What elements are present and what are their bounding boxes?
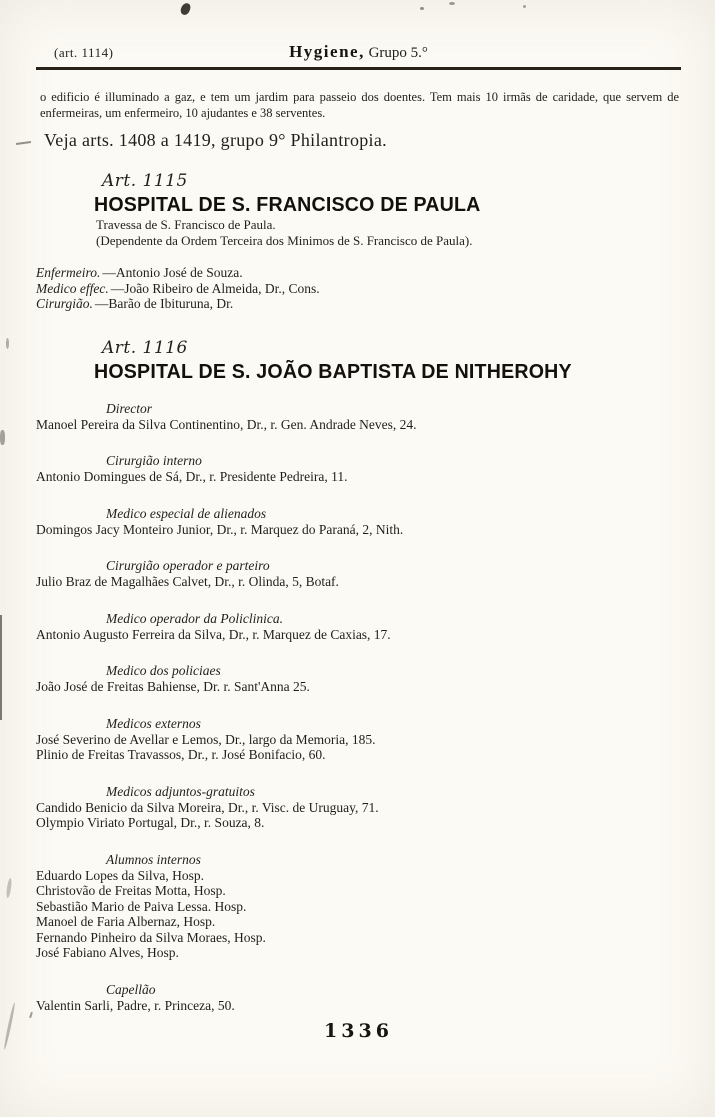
staff-role: Medico effec.: [36, 280, 109, 296]
staff-list: [36, 265, 681, 312]
staff-group: [36, 981, 681, 1014]
staff-group: [36, 851, 681, 961]
group-line: Domingos Jacy Monteiro Junior, Dr., r. Marquez do Paraná, 2, Nith.: [36, 521, 404, 537]
staff-group: [36, 452, 681, 485]
header-title-bold: Hygiene,: [289, 42, 365, 61]
staff-role: Enfermeiro.: [36, 265, 101, 280]
group-heading: Alumnos internos: [106, 851, 201, 867]
hospital-address: Travessa de S. Francisco de Paula.: [96, 217, 276, 232]
staff-name: —João Ribeiro de Almeida, Dr., Cons.: [110, 280, 320, 296]
scan-artifact: [0, 615, 2, 720]
staff-row: [36, 296, 681, 312]
staff-row: [36, 281, 681, 297]
staff-group: [36, 662, 681, 695]
scan-artifact: [420, 7, 424, 10]
group-line: Olympio Viriato Portugal, Dr., r. Souza, 8.: [36, 815, 265, 830]
staff-group: [36, 783, 681, 831]
cross-reference-line: Veja arts. 1408 a 1419, grupo 9° Philantropia.: [44, 130, 387, 150]
group-line: José Severino de Avellar e Lemos, Dr., largo da Memoria, 185.: [36, 731, 376, 747]
group-heading: Medico operador da Policlinica.: [106, 610, 283, 626]
intro-paragraph: o edificio é illuminado a gaz, e tem um jardim para passeio dos doentes. Tem mais 10 irmãs de caridade, que servem de enfermeiras, um enfermeiro, 10 ajudantes e 38 serventes.: [40, 90, 679, 120]
group-line: José Fabiano Alves, Hosp.: [36, 945, 179, 960]
group-heading: Medicos adjuntos-gratuitos: [106, 783, 255, 799]
group-heading: Medico especial de alienados: [106, 505, 267, 521]
group-heading: Cirurgião operador e parteiro: [106, 558, 270, 573]
group-line: Fernando Pinheiro da Silva Moraes, Hosp.: [36, 929, 266, 945]
staff-role: Cirurgião.: [36, 296, 93, 311]
scan-artifact: [0, 430, 5, 445]
group-heading: Capellão: [106, 981, 156, 997]
staff-group: [36, 557, 681, 590]
section-art-1115: [36, 171, 681, 312]
article-number: Art. 1116: [102, 337, 188, 358]
scan-artifact: [6, 338, 9, 349]
section-art-1116: [36, 338, 681, 1014]
staff-group: [36, 400, 681, 433]
header-title-rest: Grupo 5.°: [364, 45, 428, 61]
staff-row: [36, 265, 681, 281]
group-line: Antonio Augusto Ferreira da Silva, Dr., r. Marquez de Caxias, 17.: [36, 626, 391, 642]
hospital-note: (Dependente da Ordem Terceira dos Minimos de S. Francisco de Paula).: [96, 233, 473, 248]
page-header: [36, 42, 681, 62]
header-title: [36, 42, 681, 62]
group-line: João José de Freitas Bahiense, Dr. r. Sant'Anna 25.: [36, 679, 310, 694]
staff-group: [36, 715, 681, 763]
staff-group: [36, 610, 681, 643]
group-line: Christovão de Freitas Motta, Hosp.: [36, 883, 226, 898]
group-line: Julio Braz de Magalhães Calvet, Dr., r. Olinda, 5, Botaf.: [36, 574, 339, 589]
group-line: Valentin Sarli, Padre, r. Princeza, 50.: [36, 997, 235, 1013]
hospital-title: HOSPITAL DE S. JOÃO BAPTISTA DE NITHEROHY: [94, 360, 572, 383]
staff-groups: [36, 400, 681, 1014]
hospital-title: HOSPITAL DE S. FRANCISCO DE PAULA: [94, 194, 481, 216]
staff-name: —Antonio José de Souza.: [102, 265, 243, 280]
group-line: Candido Benicio da Silva Moreira, Dr., r. Visc. de Uruguay, 71.: [36, 799, 379, 815]
group-heading: Medico dos policiaes: [106, 663, 221, 678]
group-line: Sebastião Mario de Paiva Lessa. Hosp.: [36, 898, 247, 914]
group-line: Manoel de Faria Albernaz, Hosp.: [36, 914, 216, 929]
scan-artifact: [523, 5, 526, 8]
group-line: Manoel Pereira da Silva Continentino, Dr., r. Gen. Andrade Neves, 24.: [36, 416, 417, 432]
article-number: Art. 1115: [102, 171, 188, 191]
group-heading: Director: [106, 400, 152, 416]
staff-group: [36, 505, 681, 538]
group-heading: Cirurgião interno: [106, 453, 202, 468]
group-line: Eduardo Lopes da Silva, Hosp.: [36, 867, 204, 883]
group-line: Plinio de Freitas Travassos, Dr., r. José Bonifacio, 60.: [36, 747, 326, 762]
header-art-ref: (art. 1114): [54, 45, 114, 60]
staff-name: —Barão de Ibituruna, Dr.: [94, 296, 234, 311]
header-rule: [36, 67, 681, 70]
page-number: 1336: [324, 1020, 393, 1042]
group-heading: Medicos externos: [106, 715, 201, 731]
group-line: Antonio Domingues de Sá, Dr., r. Presidente Pedreira, 11.: [36, 469, 348, 484]
scan-artifact: [449, 2, 455, 5]
